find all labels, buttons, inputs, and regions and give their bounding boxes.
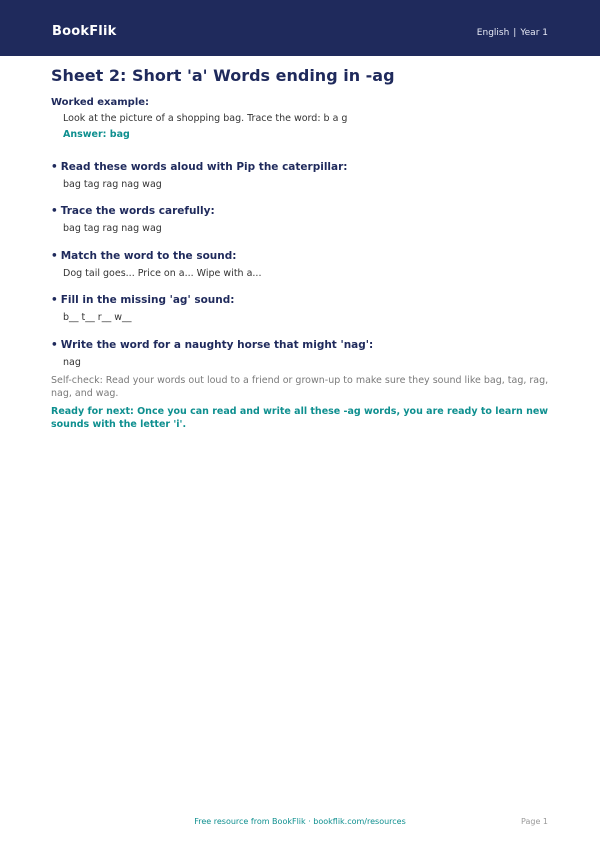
year-label: Year 1	[520, 28, 548, 38]
worked-example-text: Look at the picture of a shopping bag. Trace the word: b a g	[63, 113, 348, 124]
section-heading	[51, 294, 551, 306]
section-heading-text: Write the word for a naughty horse that might 'nag':	[60, 339, 374, 351]
page-number: Page 1	[521, 817, 548, 826]
bullet-icon: •	[51, 205, 58, 217]
section-match	[51, 250, 551, 279]
bullet-icon: •	[51, 339, 58, 351]
footer-source-link[interactable]: Free resource from BookFlik · bookflik.com/resources	[194, 817, 406, 826]
header-separator: |	[513, 28, 517, 38]
worked-example-label: Worked example:	[51, 97, 150, 108]
section-detail: bag tag rag nag wag	[63, 223, 162, 234]
bullet-icon: •	[51, 250, 58, 262]
section-trace	[51, 205, 551, 234]
bullet-icon: •	[51, 294, 58, 306]
header-meta	[477, 28, 548, 38]
bullet-icon: •	[51, 161, 58, 173]
section-heading-text: Fill in the missing 'ag' sound:	[60, 294, 235, 306]
section-heading-text: Match the word to the sound:	[60, 250, 237, 262]
section-heading-text: Trace the words carefully:	[60, 205, 215, 217]
section-write-word	[51, 339, 551, 368]
section-heading	[51, 205, 551, 217]
page-header	[0, 0, 600, 56]
subject-label: English	[476, 28, 510, 38]
section-detail: bag tag rag nag wag	[63, 179, 162, 190]
section-detail: b__ t__ r__ w__	[63, 312, 132, 323]
section-heading	[51, 250, 551, 262]
brand-logo[interactable]: BookFlik	[52, 24, 117, 39]
worked-example-answer: Answer: bag	[63, 129, 130, 140]
self-check-note: Self-check: Read your words out loud to a friend or grown-up to make sure they sound like bag, tag, rag, nag, and wag.	[51, 375, 549, 399]
section-fill-in	[51, 294, 551, 323]
section-detail: nag	[63, 357, 81, 368]
section-read-aloud	[51, 161, 551, 190]
section-heading	[51, 161, 551, 173]
page-title: Sheet 2: Short 'a' Words ending in -ag	[51, 66, 395, 85]
section-heading-text: Read these words aloud with Pip the caterpillar:	[60, 161, 348, 173]
section-heading	[51, 339, 551, 351]
ready-for-next-note: Ready for next: Once you can read and write all these -ag words, you are ready to learn new sounds with the letter 'i'.	[51, 406, 549, 430]
section-detail: Dog tail goes... Price on a... Wipe with a...	[63, 268, 262, 279]
